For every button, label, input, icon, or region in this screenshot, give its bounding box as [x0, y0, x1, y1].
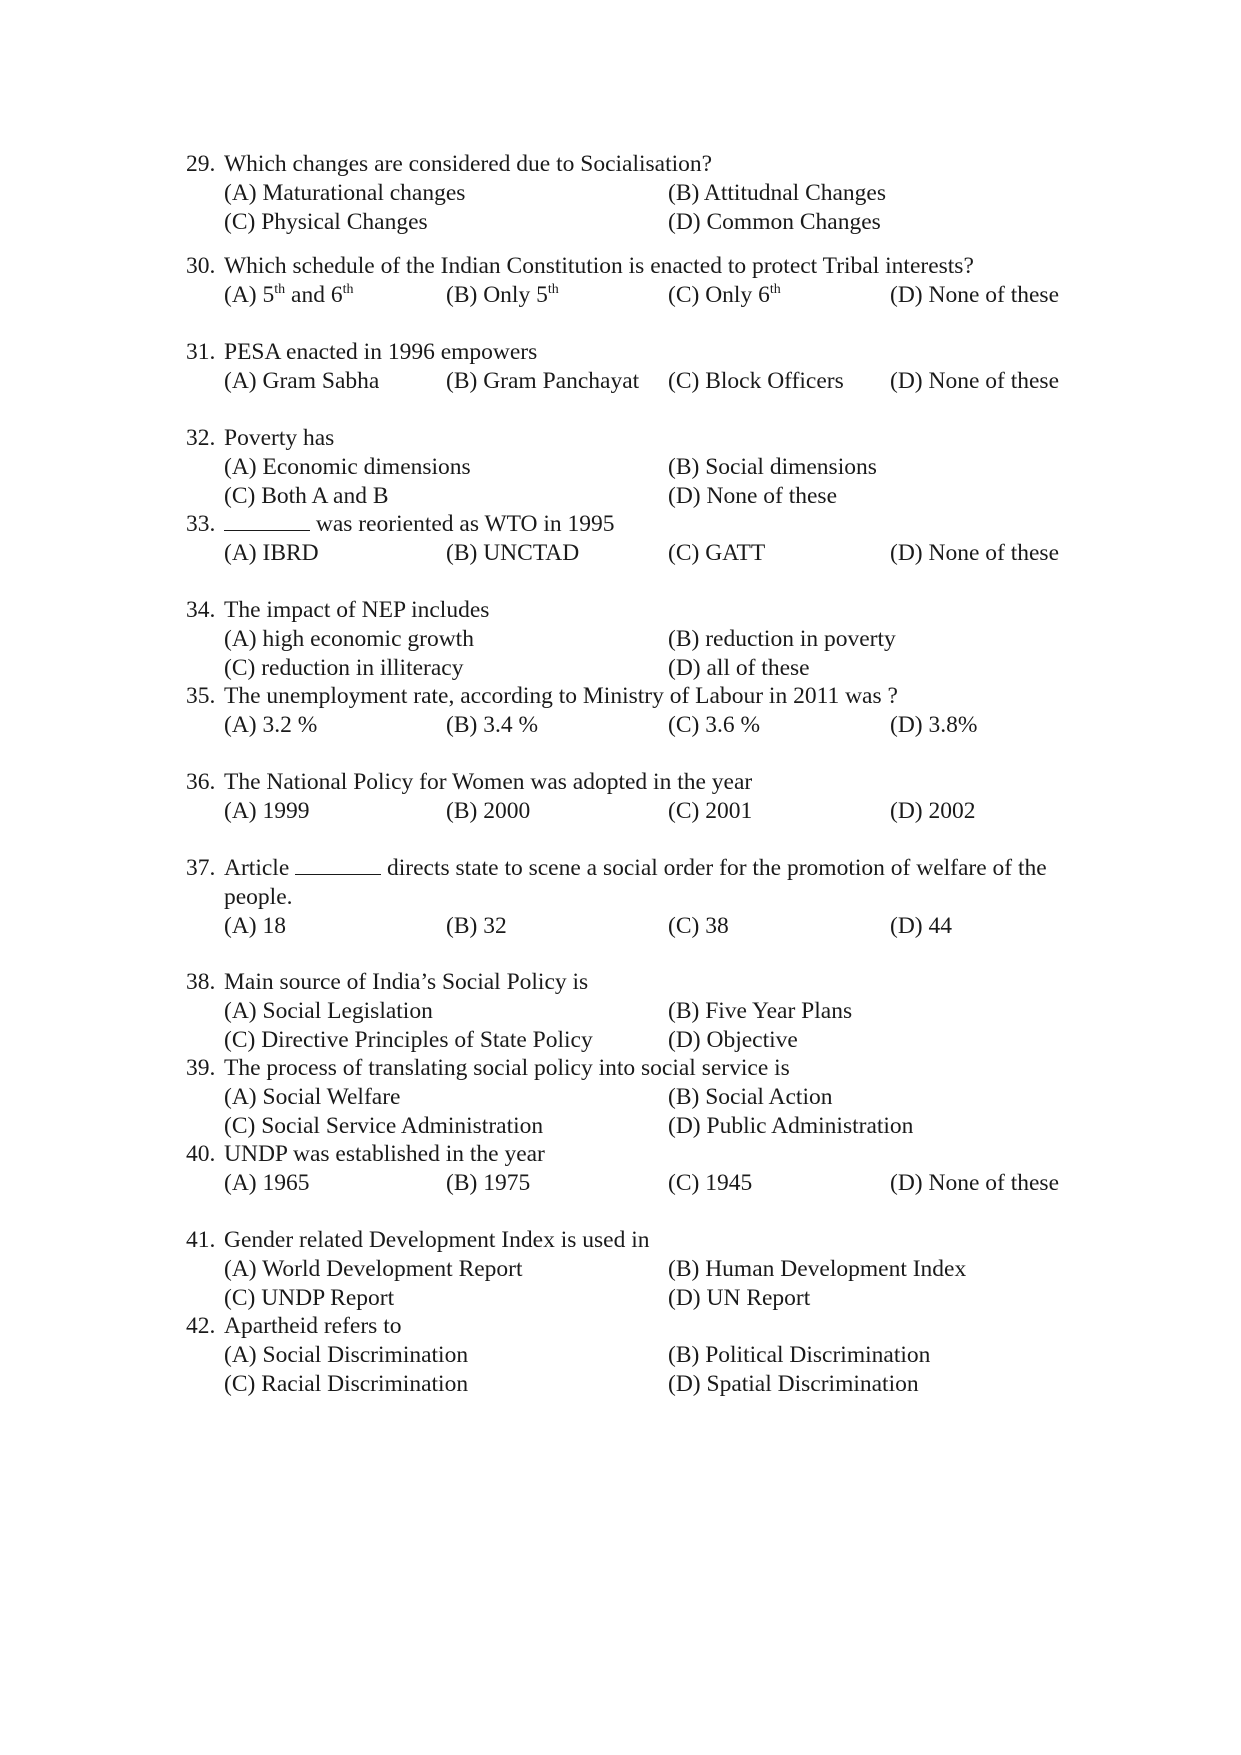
- question-stem-line: [0, 768, 1241, 797]
- question-text: Which changes are considered due to Socialisation?: [224, 151, 713, 177]
- question-text: The impact of NEP includes: [224, 597, 490, 623]
- question-number: 38.: [186, 969, 216, 995]
- answer-option: (C) UNDP Report: [224, 1285, 395, 1311]
- answer-option: (B) UNCTAD: [446, 540, 580, 566]
- question-number: 39.: [186, 1055, 216, 1081]
- question-stem-line: [0, 252, 1241, 281]
- answer-option: (A) Social Welfare: [224, 1084, 401, 1110]
- question-number: 41.: [186, 1227, 216, 1253]
- answer-option: (A) Gram Sabha: [224, 368, 380, 394]
- answer-option: (B) 2000: [446, 798, 531, 824]
- question-text: UNDP was established in the year: [224, 1141, 545, 1167]
- answer-option: (B) Five Year Plans: [668, 998, 853, 1024]
- question-stem-line: [0, 682, 1241, 711]
- answer-option: (D) None of these: [890, 540, 1060, 566]
- answer-option: (A) 3.2 %: [224, 712, 318, 738]
- question-text: people.: [224, 884, 293, 910]
- answer-option: (D) 44: [890, 913, 952, 939]
- answer-option: (A) high economic growth: [224, 626, 474, 652]
- question-number: 35.: [186, 683, 216, 709]
- answer-option: (B) 32: [446, 913, 507, 939]
- question-stem-line: [0, 510, 1241, 539]
- answer-option: (A) Social Legislation: [224, 998, 433, 1024]
- answer-option: (B) 3.4 %: [446, 712, 539, 738]
- question-stem-line: [0, 1054, 1241, 1083]
- question-text: Gender related Development Index is used in: [224, 1227, 650, 1253]
- question-text: Main source of India’s Social Policy is: [224, 969, 589, 995]
- answer-option: (B) 1975: [446, 1170, 531, 1196]
- answer-option: (C) 38: [668, 913, 729, 939]
- answer-option: (B) Gram Panchayat: [446, 368, 640, 394]
- question-stem-line: [0, 1140, 1241, 1169]
- question-stem-line: [0, 1226, 1241, 1255]
- answer-option: (A) 1999: [224, 798, 310, 824]
- question-text: was reoriented as WTO in 1995: [224, 510, 615, 539]
- question-text: The unemployment rate, according to Ministry of Labour in 2011 was ?: [224, 683, 898, 709]
- answer-blank: [295, 854, 381, 875]
- question-number: 42.: [186, 1313, 216, 1339]
- question-text: PESA enacted in 1996 empowers: [224, 339, 538, 365]
- answer-option: (C) 1945: [668, 1170, 753, 1196]
- answer-option: (D) 3.8%: [890, 712, 978, 738]
- question-stem-line: [0, 1312, 1241, 1341]
- answer-option: (D) all of these: [668, 655, 810, 681]
- answer-blank: [224, 510, 310, 531]
- question-text: The National Policy for Women was adopted in the year: [224, 769, 753, 795]
- question-text: Apartheid refers to: [224, 1313, 402, 1339]
- answer-option: (A) 5th and 6th: [224, 282, 354, 308]
- answer-option: (D) 2002: [890, 798, 976, 824]
- answer-option: (D) Common Changes: [668, 209, 881, 235]
- question-stem-line: [0, 854, 1241, 883]
- question-number: 32.: [186, 425, 216, 451]
- question-number: 31.: [186, 339, 216, 365]
- question-number: 40.: [186, 1141, 216, 1167]
- question-number: 36.: [186, 769, 216, 795]
- answer-option: (D) None of these: [890, 1170, 1060, 1196]
- question-stem-line: [0, 968, 1241, 997]
- question-stem-line: [0, 150, 1241, 179]
- answer-option: (C) Physical Changes: [224, 209, 428, 235]
- question-text: Poverty has: [224, 425, 335, 451]
- answer-option: (D) Public Administration: [668, 1113, 914, 1139]
- question-text: The process of translating social policy into social service is: [224, 1055, 790, 1081]
- answer-option: (B) Only 5th: [446, 282, 559, 308]
- answer-option: (C) Block Officers: [668, 368, 844, 394]
- answer-option: (C) 3.6 %: [668, 712, 761, 738]
- answer-option: (D) Objective: [668, 1027, 798, 1053]
- answer-option: (B) Social dimensions: [668, 454, 877, 480]
- question-text: Article directs state to scene a social order for the promotion of welfare of the: [224, 855, 1047, 881]
- answer-option: (A) Economic dimensions: [224, 454, 471, 480]
- answer-option: (C) 2001: [668, 798, 753, 824]
- answer-option: (A) World Development Report: [224, 1256, 523, 1282]
- answer-option: (C) Only 6th: [668, 282, 781, 308]
- answer-option: (A) Social Discrimination: [224, 1342, 469, 1368]
- answer-option: (D) UN Report: [668, 1285, 811, 1311]
- question-number: 30.: [186, 253, 216, 279]
- answer-option: (C) Both A and B: [224, 483, 389, 509]
- answer-option: (C) reduction in illiteracy: [224, 655, 464, 681]
- question-stem-line: [0, 883, 1241, 912]
- answer-option: (B) reduction in poverty: [668, 626, 896, 652]
- answer-option: (A) IBRD: [224, 540, 319, 566]
- answer-option: (C) Directive Principles of State Policy: [224, 1027, 593, 1053]
- answer-option: (C) GATT: [668, 540, 766, 566]
- answer-option: (D) None of these: [668, 483, 838, 509]
- answer-option: (D) None of these: [890, 282, 1060, 308]
- answer-option: (A) 18: [224, 913, 286, 939]
- question-number: 29.: [186, 151, 216, 177]
- answer-option: (B) Political Discrimination: [668, 1342, 931, 1368]
- answer-option: (C) Social Service Administration: [224, 1113, 544, 1139]
- answer-option: (B) Social Action: [668, 1084, 833, 1110]
- question-stem-line: [0, 424, 1241, 453]
- answer-option: (C) Racial Discrimination: [224, 1371, 469, 1397]
- answer-option: (A) Maturational changes: [224, 180, 466, 206]
- answer-option: (B) Attitudnal Changes: [668, 180, 887, 206]
- question-stem-line: [0, 338, 1241, 367]
- question-number: 37.: [186, 855, 216, 881]
- answer-option: (A) 1965: [224, 1170, 310, 1196]
- question-number: 33.: [186, 511, 216, 537]
- answer-option: (B) Human Development Index: [668, 1256, 967, 1282]
- question-stem-line: [0, 596, 1241, 625]
- question-text: Which schedule of the Indian Constitution is enacted to protect Tribal interests?: [224, 253, 974, 279]
- question-number: 34.: [186, 597, 216, 623]
- answer-option: (D) None of these: [890, 368, 1060, 394]
- answer-option: (D) Spatial Discrimination: [668, 1371, 919, 1397]
